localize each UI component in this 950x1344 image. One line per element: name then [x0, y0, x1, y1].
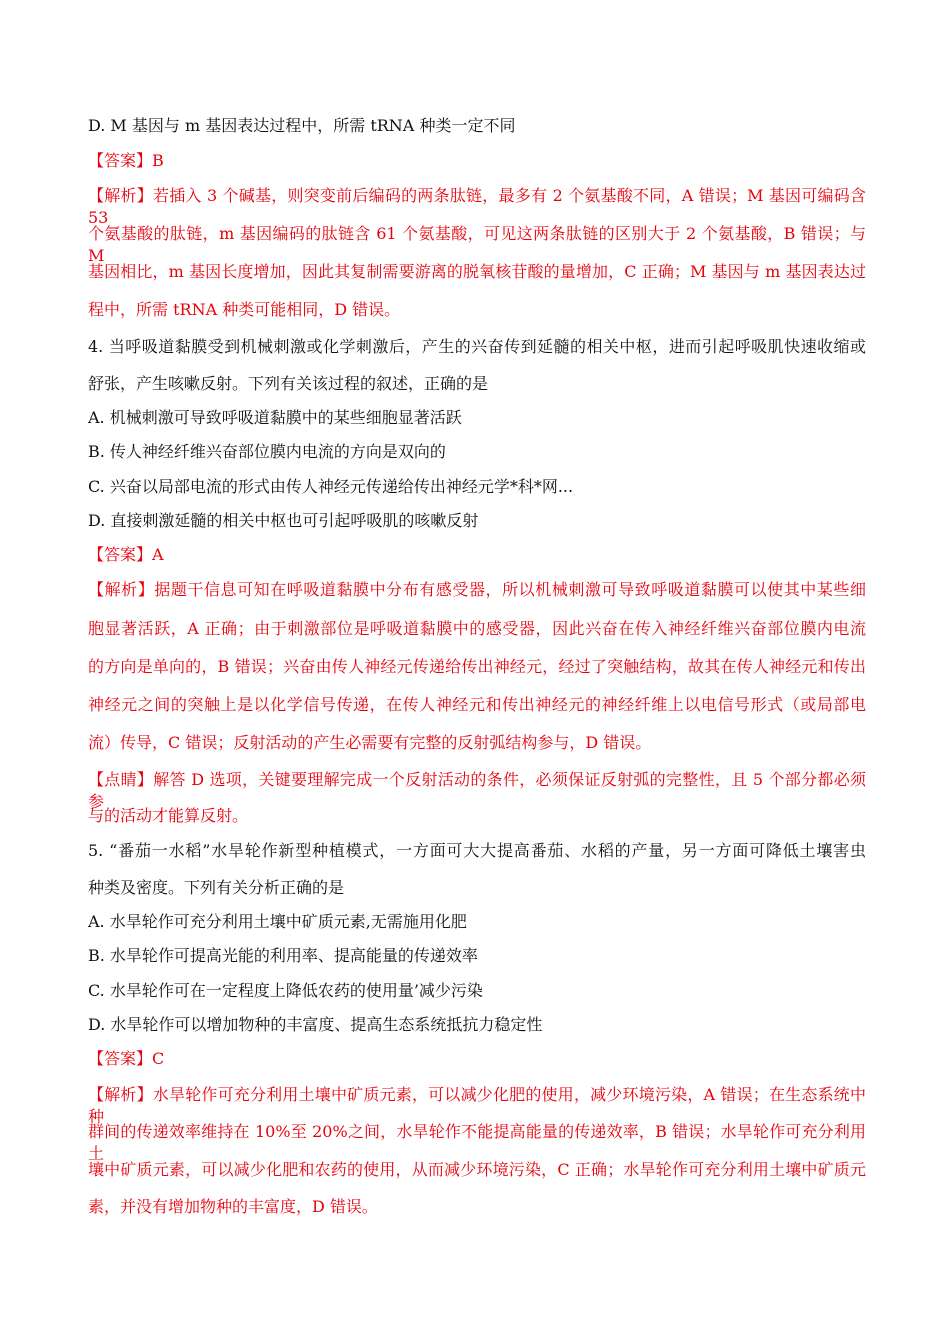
q4-option-c: C. 兴奋以局部电流的形式由传人神经元传递给传出神经元学*科*网...: [88, 477, 574, 496]
q5-analysis-line-3: 壤中矿质元素，可以减少化肥和农药的使用，从而减少环境污染，C 正确；水旱轮作可充分利用土壤中矿质元: [88, 1160, 866, 1179]
q4-analysis-line-1: 【解析】据题干信息可知在呼吸道黏膜中分布有感受器，所以机械刺激可导致呼吸道黏膜可以使其中某些细: [88, 580, 866, 599]
q5-option-b: B. 水旱轮作可提高光能的利用率、提高能量的传递效率: [88, 946, 478, 965]
q3-analysis-tag: 【解析】: [88, 186, 153, 205]
q4-analysis-line-5: 流）传导，C 错误；反射活动的产生必需要有完整的反射弧结构参与，D 错误。: [88, 733, 652, 752]
q5-analysis-tag: 【解析】: [88, 1085, 153, 1104]
q4-analysis-tag: 【解析】: [88, 580, 155, 599]
q5-stem-line-1: 5. “番茄一水稻”水旱轮作新型种植模式，一方面可大大提高番茄、水稻的产量，另一方面可降低土壤害虫: [88, 841, 866, 860]
q3-analysis-line-3: 基因相比，m 基因长度增加，因此其复制需要游离的脱氧核苷酸的量增加，C 正确；M 基因与 m 基因表达过: [88, 262, 866, 281]
q3-answer: 【答案】B: [88, 151, 164, 170]
q4-option-b: B. 传人神经纤维兴奋部位膜内电流的方向是双向的: [88, 442, 446, 461]
q5-analysis-line-2: 群间的传递效率维持在 10%至 20%之间，水旱轮作不能提高能量的传递效率，B 错误；水旱轮作可充分利用土: [88, 1122, 866, 1163]
q4-tip-line-1: 【点睛】解答 D 选项，关键要理解完成一个反射活动的条件，必须保证反射弧的完整性，且 5 个部分都必须参: [88, 770, 866, 811]
q4-option-d: D. 直接刺激延髓的相关中枢也可引起呼吸肌的咳嗽反射: [88, 511, 479, 530]
q5-option-d: D. 水旱轮作可以增加物种的丰富度、提高生态系统抵抗力稳定性: [88, 1015, 543, 1034]
q4-stem-line-1: 4. 当呼吸道黏膜受到机械刺激或化学刺激后，产生的兴奋传到延髓的相关中枢，进而引起呼吸肌快速收缩或: [88, 337, 866, 356]
q3-analysis-line-2: 个氨基酸的肽链，m 基因编码的肽链含 61 个氨基酸，可见这两条肽链的区别大于 2 个氨基酸，B 错误；与 M: [88, 224, 866, 265]
q5-analysis-line-1: 【解析】水旱轮作可充分利用土壤中矿质元素，可以减少化肥的使用，减少环境污染，A 错误；在生态系统中种: [88, 1085, 866, 1126]
q4-answer: 【答案】A: [88, 545, 164, 564]
q4-stem-line-2: 舒张，产生咳嗽反射。下列有关该过程的叙述，正确的是: [88, 374, 489, 393]
q5-stem-line-2: 种类及密度。下列有关分析正确的是: [88, 878, 345, 897]
q3-option-d: D. M 基因与 m 基因表达过程中，所需 tRNA 种类一定不同: [88, 116, 516, 135]
q4-analysis-line-3: 的方向是单向的，B 错误；兴奋由传人神经元传递给传出神经元，经过了突触结构，故其在传人神经元和传出: [88, 657, 866, 676]
q5-option-a: A. 水旱轮作可充分利用土壤中矿质元素,无需施用化肥: [88, 912, 467, 931]
q4-tip-line-2: 与的活动才能算反射。: [88, 806, 249, 825]
q5-option-c: C. 水旱轮作可在一定程度上降低农药的使用量’减少污染: [88, 981, 483, 1000]
q4-option-a: A. 机械刺激可导致呼吸道黏膜中的某些细胞显著活跃: [88, 408, 462, 427]
q4-tip-tag: 【点睛】: [88, 770, 154, 789]
q4-analysis-line-4: 神经元之间的突触上是以化学信号传递，在传人神经元和传出神经元的神经纤维上以电信号形式（或局部电: [88, 695, 866, 714]
q5-analysis-line-4: 素，并没有增加物种的丰富度，D 错误。: [88, 1197, 378, 1216]
q3-analysis-line-4: 程中，所需 tRNA 种类可能相同，D 错误。: [88, 300, 401, 319]
q4-analysis-line-2: 胞显著活跃，A 正确；由于刺激部位是呼吸道黏膜中的感受器，因此兴奋在传入神经纤维兴奋部位膜内电流: [88, 619, 866, 638]
q5-answer: 【答案】C: [88, 1049, 165, 1068]
q3-analysis-line-1: 【解析】若插入 3 个碱基，则突变前后编码的两条肽链，最多有 2 个氨基酸不同，A 错误；M 基因可编码含 53: [88, 186, 866, 227]
